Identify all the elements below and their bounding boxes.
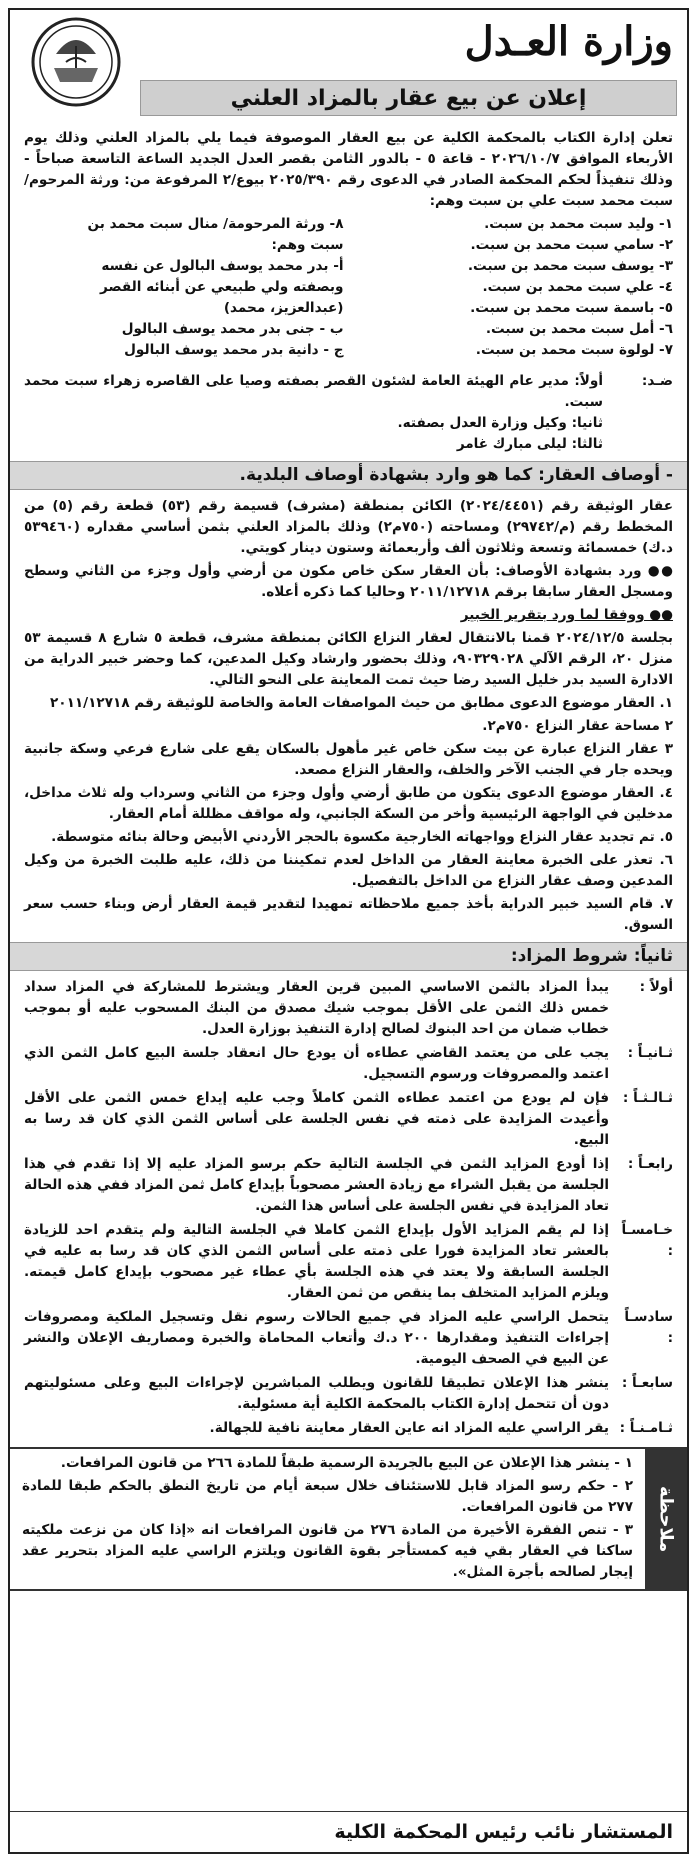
intro-paragraph: تعلن إدارة الكتاب بالمحكمة الكلية عن بيع العقار الموصوفة فيما يلي بالمزاد العلني وذلك يوم الأربعاء الموافق ٢٠٢٦/١٠/٧ - قاعة ٥ - بالدور الثامن بقصر العدل الجديد الساعة التاسعة صباحاً - وذلك تنفيذاً لحكم المحكمة الصادر في الدعوى رقم ٢٠٢٥/٣٩٠ بيوع/٢ المرفوعة من: ورثة المرحوم/ سبت محمد سبت علي بن سبت وهم:	[24, 130, 674, 209]
plaintiff-item: ٣- يوسف سبت محمد بن سبت.	[467, 258, 673, 274]
header	[10, 10, 687, 128]
expert-item: ٧. قام السيد خبير الدراية بأخذ جميع ملاحظاته تمهيدا لتقدير قيمة العقار أرض وبناء حسب سعر السوق.	[24, 896, 673, 933]
defendants-label: ضـد:	[641, 373, 673, 389]
kuwait-emblem-icon	[30, 16, 122, 108]
plaintiff-item: ٢- سامي سبت محمد بن سبت.	[470, 237, 673, 253]
expert-intro: بجلسة ٢٠٢٤/١٢/٥ قمنا بالانتقال لعقار النزاع الكائن بمنطقة مشرف، قطعة ٥ شارع ٨ قسيمة ٥٣ منزل ٢٠، الرقم الآلي ٩٠٣٢٩٠٢٨، وذلك بحضور وارشاد وكيل المدعين، كما وحضر خبير الدراية من الادارة السيد بدر خليل السيد رضا حيث تمت المعاينة على النحو التالي.	[24, 630, 673, 688]
condition-item	[24, 1418, 673, 1439]
note-item: ١ - ينشر هذا الإعلان عن البيع بالجريدة الرسمية طبقاً للمادة ٢٦٦ من قانون المرافعات.	[60, 1455, 633, 1471]
condition-text: يتحمل الراسي عليه المزاد في جميع الحالات رسوم نقل وتسجيل الملكية ومصروفات إجراءات التنفيذ ومقدارها ٢٠٠ د.ك وأتعاب المحاماة والخبرة ومصاريف الإعلان والنشر عن البيع في الصحف اليومية.	[24, 1309, 609, 1367]
plaintiff-item: وبصفته ولي طبيعي عن أبنائه القصر	[99, 279, 344, 295]
plaintiffs-column-left	[24, 214, 344, 361]
condition-text: إذا لم يقم المزايد الأول بإيداع الثمن كاملا في الجلسة التالية ولم يتقدم احد للزيادة بالعشر تعاد المزايدة فورا على ذمته على أساس الثمن الذي كان قد رسا به عليه في الجلسة السابقة ولا يعتد في هذه الجلسة بأي عطاء غير مصحوب بإيداع كامل قيمته. ويلزم المزايد المتخلف بما ينقص من ثمن العقار.	[24, 1222, 609, 1301]
expert-heading: ●● ووفقا لما ورد بتقرير الخبير	[460, 607, 673, 623]
condition-text: يجب على من يعتمد القاضي عطاءه أن يودع حال انعقاد جلسة البيع كامل الثمن الذي اعتمد والمصروفات ورسوم التسجيل.	[24, 1045, 609, 1082]
notes-side-label: ملاحظة	[645, 1449, 687, 1589]
plaintiff-item: ٤- علي سبت محمد بن سبت.	[482, 279, 673, 295]
condition-text: يقر الراسي عليه المزاد انه عاين العقار معاينة نافية للجهالة.	[209, 1420, 609, 1436]
property-description: عقار الوثيقة رقم (٢٠٢٤/٤٤٥١) الكائن بمنطقة (مشرف) قسيمة رقم (٥٣) قطعة رقم (٥) من المخطط رقم (م/٢٩٧٤٢) ومساحته (٧٥٠م٢) وذلك بالمزاد العلني بثمن أساسي مقداره (٥٣٩٤٦٠ د.ك) خمسمائة وتسعة وثلاثون ألف وأربعمائة وستون دينار كويتي.	[24, 498, 673, 556]
condition-label: أولاً :	[639, 979, 673, 995]
municipality-note: ●● ورد بشهادة الأوصاف: بأن العقار سكن خاص مكون من أرضي وأول وجزء من الثاني وسطح ومسجل العقار سابقا برقم ٢٠١١/١٢٧١٨ وحاليا كما ذكره أعلاه.	[24, 563, 673, 600]
signature-text: المستشار نائب رئيس المحكمة الكلية	[334, 1821, 673, 1843]
expert-item: ٢ مساحة عقار النزاع ٧٥٠م٢.	[482, 718, 673, 734]
condition-label: سادسـاً :	[624, 1309, 673, 1346]
condition-text: ينشر هذا الإعلان تطبيقا للقانون ويطلب المباشرين لإجراءات البيع وعلى مسئوليتهم دون أن تتحمل إدارة الكتاب بالمحكمة الكلية أية مسئولية.	[24, 1375, 609, 1412]
announcement-title: إعلان عن بيع عقار بالمزاد العلني	[140, 80, 677, 116]
plaintiff-item: أ- بدر محمد يوسف البالول عن نفسه	[101, 258, 344, 274]
plaintiff-item: سبت وهم:	[271, 237, 344, 253]
signature-footer	[10, 1811, 687, 1852]
condition-label: خـامسـاً :	[621, 1222, 673, 1259]
condition-text: يبدأ المزاد بالثمن الاساسي المبين قرين العقار ويشترط للمشاركة في المزاد سداد خمس ذلك الثمن على الأقل بموجب شيك مصدق من البنك المسحوب عليه أو بموجب خطاب ضمان من احد البنوك لصالح إدارة التنفيذ بوزارة العدل.	[24, 979, 609, 1037]
defendant-item: أولاً: مدير عام الهيئة العامة لشئون القصر بصفته وصيا على القاصره زهراء سبت محمد سبت.	[24, 373, 603, 410]
condition-item	[24, 1154, 673, 1217]
expert-item: ٦. تعذر على الخبرة معاينة العقار من الداخل لعدم تمكيننا من ذلك، عليه طلبت الخبرة من وكيل المدعين وصف عقار النزاع من الداخل بالتفصيل.	[24, 852, 673, 889]
notes-list	[10, 1449, 645, 1589]
expert-item: ٤. العقار موضوع الدعوى يتكون من طابق أرضي وأول وجزء من الثاني وسرداب وله ثلاث مداخل، مدخلين في الواجهة الرئيسية وأخر من السكة الجانبي، وله مواقف مظللة أمام العقار.	[24, 785, 673, 822]
conditions-heading: ثانياً: شروط المزاد:	[10, 942, 687, 971]
condition-label: رابعـاً :	[627, 1156, 673, 1172]
condition-item	[24, 1307, 673, 1370]
property-heading: - أوصاف العقار: كما هو وارد بشهادة أوصاف البلدية.	[10, 461, 687, 490]
condition-text: فإن لم يودع من اعتمد عطاءه الثمن كاملاً وجب عليه إيداع خمس الثمن على الأقل وأعيدت المزايدة على ذمته في نفس الجلسة على أساس الثمن الذي كان قد رسا به البيع.	[24, 1090, 609, 1148]
announcement-body	[10, 128, 687, 1591]
plaintiff-item: (عبدالعزيز، محمد)	[223, 300, 344, 316]
note-item: ٢ - حكم رسو المزاد قابل للاستئناف خلال سبعة أيام من تاريخ النطق بالحكم طبقا للمادة ٢٧٧ من قانون المرافعات.	[22, 1478, 633, 1515]
defendant-item: ثانيا: وكيل وزارة العدل بصفته.	[397, 415, 603, 431]
plaintiff-item: ٥- باسمة سبت محمد بن سبت.	[470, 300, 673, 316]
plaintiff-item: ب - جنى بدر محمد يوسف البالول	[121, 321, 344, 337]
plaintiffs-column-right	[354, 214, 674, 361]
condition-label: ثـانيـاً :	[627, 1045, 673, 1061]
notes-box	[10, 1447, 687, 1591]
condition-item	[24, 1220, 673, 1304]
expert-item: ٥. تم تجديد عقار النزاع وواجهاته الخارجية مكسوة بالحجر الأردني الأبيض وحالة بنائه متوسطة.	[51, 829, 673, 845]
defendants-list	[24, 371, 603, 455]
condition-item	[24, 1373, 673, 1415]
condition-item	[24, 977, 673, 1040]
note-item: ٣ - تنص الفقرة الأخيرة من المادة ٢٧٦ من قانون المرافعات انه «إذا كان من نزعت ملكيته ساكنا في العقار بقي فيه كمستأجر بقوة القانون ويلتزم الراسي عليه المزاد بتحرير عقد إيجار لصالحه بأجرة المثل».	[22, 1522, 633, 1580]
expert-item: ١. العقار موضوع الدعوى مطابق من حيث المواصفات العامة والخاصة للوثيقة رقم ٢٠١١/١٢٧١٨	[49, 695, 673, 711]
plaintiff-item: ١- وليد سبت محمد بن سبت.	[484, 216, 673, 232]
condition-text: إذا أودع المزايد الثمن في الجلسة التالية حكم برسو المزاد عليه إلا إذا تقدم في هذا الجلسة من يقبل الشراء مع زيادة العشر مصحوباً بإيداع كامل ثمن المزاد ففي هذه الحالة تعاد المزايدة في نفس الجلسة على أساس هذا الثمن.	[24, 1156, 609, 1214]
defendants-block	[24, 371, 673, 455]
plaintiffs-list	[24, 214, 673, 361]
condition-item	[24, 1088, 673, 1151]
condition-item	[24, 1043, 673, 1085]
plaintiff-item: ٨- ورثة المرحومة/ منال سبت محمد بن	[87, 216, 344, 232]
expert-item: ٣ عقار النزاع عبارة عن بيت سكن خاص غير مأهول بالسكان يقع على شارع فرعي وسكة جانبية ويحده جار في الجنب الآخر والخلف، والعقار النزاع مصعد.	[24, 741, 673, 778]
condition-label: ثـالـثـاً :	[622, 1090, 673, 1106]
plaintiff-item: ج - دانية بدر محمد يوسف البالول	[124, 342, 344, 358]
plaintiff-item: ٦- أمل سبت محمد بن سبت.	[485, 321, 673, 337]
announcement-page	[8, 8, 689, 1854]
defendant-item: ثالثا: ليلى مبارك غامر	[456, 436, 603, 452]
plaintiff-item: ٧- لولوة سبت محمد بن سبت.	[475, 342, 673, 358]
ministry-name: وزارة العـدل	[464, 18, 673, 65]
condition-label: سابعـاً :	[621, 1375, 673, 1391]
condition-label: ثـامـنـاً :	[619, 1420, 673, 1436]
